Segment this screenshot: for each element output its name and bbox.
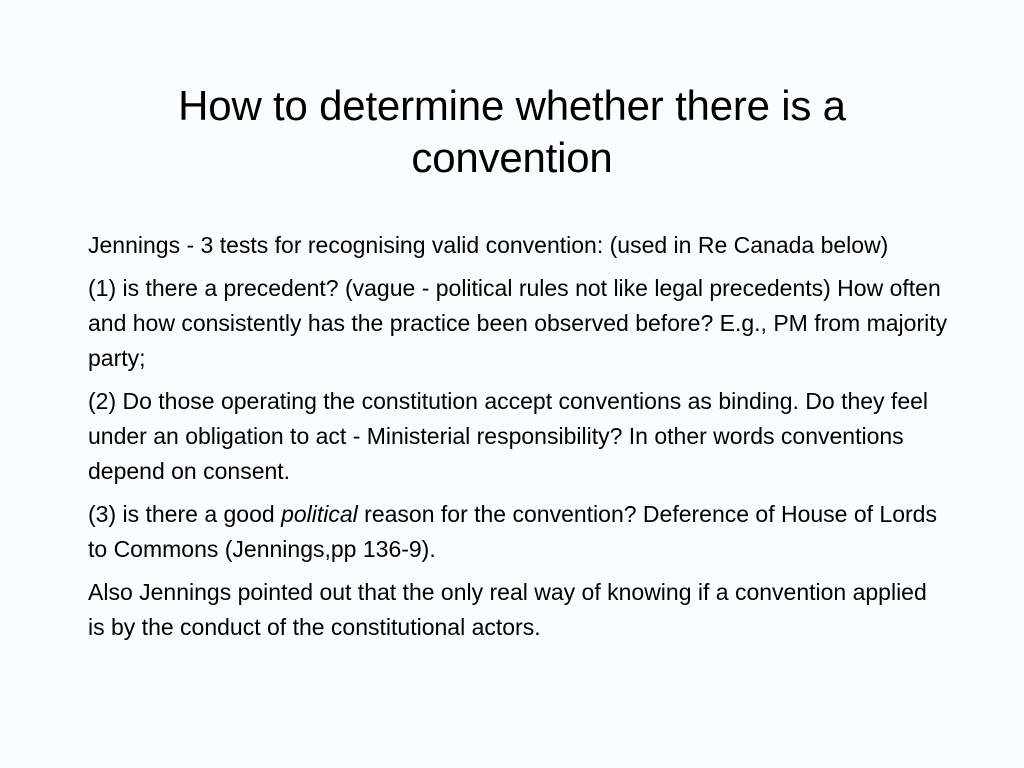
paragraph-jennings-tests: Jennings - 3 tests for recognising valid convention: (used in Re Canada below)	[88, 232, 889, 258]
political-reason-text-start: (3) is there a good	[88, 501, 282, 527]
paragraph-test-precedent: (1) is there a precedent? (vague - political rules not like legal precedents) How often and how consistently has the practice been observed before? E.g., PM from majority party;	[88, 275, 948, 371]
paragraph-test-political-reason	[88, 497, 948, 567]
paragraph-conduct-of-actors: Also Jennings pointed out that the only real way of knowing if a convention applied is by the conduct of the constitutional actors.	[88, 579, 927, 640]
political-emphasis: political	[281, 501, 358, 527]
slide-body	[88, 228, 948, 653]
paragraph-test-binding: (2) Do those operating the constitution accept conventions as binding. Do they feel under an obligation to act - Ministerial responsibility? In other words conventions depend on consent.	[88, 388, 929, 484]
political-reason-text-end: reason for the convention? Deference of House of Lords to Commons (Jennings,pp 136-9).	[88, 501, 937, 562]
slide-title: How to determine whether there is a convention	[178, 82, 846, 181]
